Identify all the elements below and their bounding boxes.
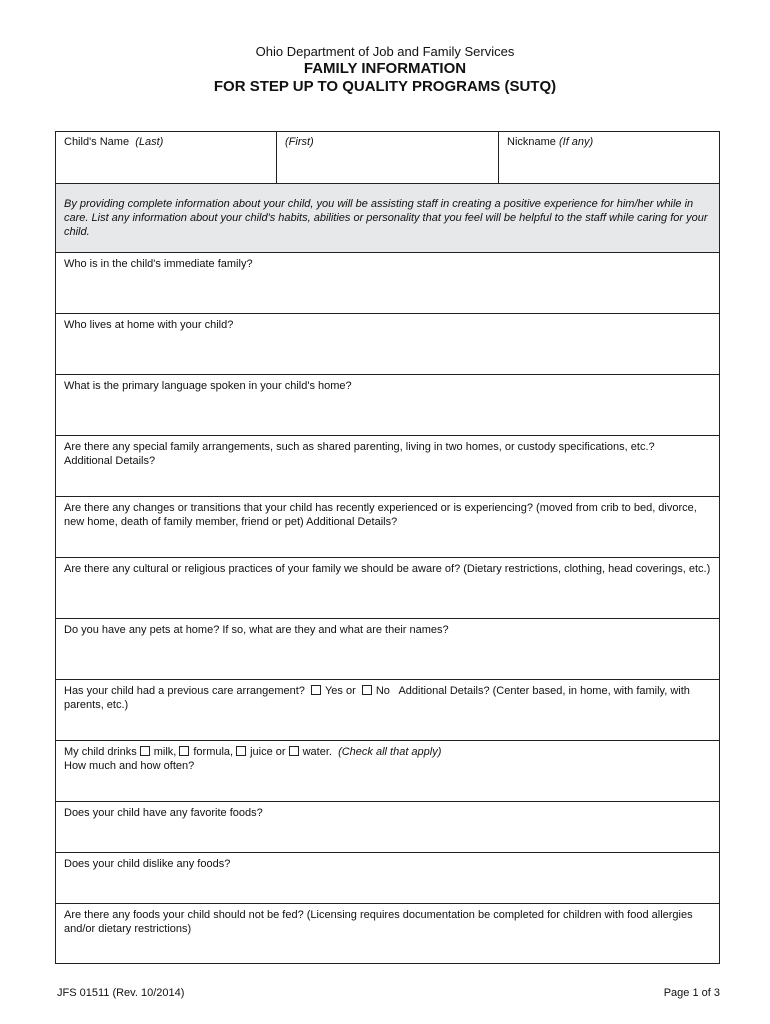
primary-language-question: What is the primary language spoken in your child's home? [64,380,352,392]
nickname-hint: (If any) [558,136,594,148]
drinks-prefix: My child drinks [64,746,137,758]
cultural-practices-field[interactable] [56,557,719,618]
water-checkbox[interactable] [289,746,299,756]
not-fed-field[interactable] [56,903,719,963]
page-number: Page 1 of 3 [663,987,720,999]
previous-care-details: Additional Details? (Center based, in home, with family, with parents, etc.) [64,685,690,711]
previous-care-question [64,684,711,712]
last-name-field[interactable] [56,132,276,183]
juice-checkbox[interactable] [236,746,246,756]
favorite-foods-question: Does your child have any favorite foods? [64,807,263,819]
first-name-hint: (First) [285,136,314,148]
intro-instructions: By providing complete information about your child, you will be assisting staff in creating a positive experience for him/her while in care. List any information about your child's habits, abilities or personality that you feel will be helpful to the staff while caring for your child. [56,183,719,252]
formula-checkbox[interactable] [179,746,189,756]
previous-care-yes-label: Yes or [324,685,356,697]
family-arrangements-details: Additional Details? [64,455,156,467]
family-arrangements-question: Are there any special family arrangements, such as shared parenting, living in two homes, or custody specifications, etc.? [64,441,655,453]
drinks-note: (Check all that apply) [338,746,442,758]
immediate-family-question: Who is in the child's immediate family? [64,258,253,270]
childs-name-label: Child's Name [64,136,130,148]
nickname-label: Nickname [507,136,556,148]
previous-care-yes-checkbox[interactable] [311,685,321,695]
juice-label: juice or [250,746,286,758]
dislike-foods-question: Does your child dislike any foods? [64,858,231,870]
dislike-foods-field[interactable] [56,852,719,903]
previous-care-no-checkbox[interactable] [362,685,372,695]
form-title: FAMILY INFORMATION [303,60,467,77]
previous-care-no-label: No [375,685,390,697]
milk-checkbox[interactable] [140,746,150,756]
lives-at-home-question: Who lives at home with your child? [64,319,234,331]
not-fed-question: Are there any foods your child should not be fed? (Licensing requires documentation be completed for children with food allergies and/or dietary restrictions) [64,909,693,935]
family-arrangements-field[interactable] [56,435,719,496]
child-name-row [56,132,719,183]
primary-language-field[interactable] [56,374,719,435]
last-name-hint: (Last) [135,136,164,148]
page-header [0,44,770,96]
first-name-field[interactable] [276,132,498,183]
previous-care-field[interactable] [56,679,719,740]
pets-question: Do you have any pets at home? If so, what are they and what are their names? [64,624,449,636]
milk-label: milk, [153,746,177,758]
cultural-practices-question: Are there any cultural or religious practices of your family we should be aware of? (Dietary restrictions, clothing, head coverings, etc.) [64,563,711,575]
drinks-how-much: How much and how often? [64,760,195,772]
favorite-foods-field[interactable] [56,801,719,852]
pets-field[interactable] [56,618,719,679]
changes-transitions-field[interactable] [56,496,719,557]
previous-care-label: Has your child had a previous care arrangement? [64,685,305,697]
immediate-family-field[interactable] [56,252,719,313]
nickname-field[interactable] [498,132,719,183]
agency-name: Ohio Department of Job and Family Services [255,44,515,59]
form-subtitle: FOR STEP UP TO QUALITY PROGRAMS (SUTQ) [213,78,557,95]
family-information-form [55,131,720,964]
lives-at-home-field[interactable] [56,313,719,374]
formula-label: formula, [193,746,234,758]
drinks-field[interactable] [56,740,719,801]
water-label: water. [302,746,332,758]
changes-transitions-question: Are there any changes or transitions that your child has recently experienced or is experiencing? (moved from crib to bed, divorce, new home, death of family member, friend or pet) Additional Details? [64,502,697,528]
form-number: JFS 01511 (Rev. 10/2014) [57,987,185,999]
drinks-question [64,745,711,759]
